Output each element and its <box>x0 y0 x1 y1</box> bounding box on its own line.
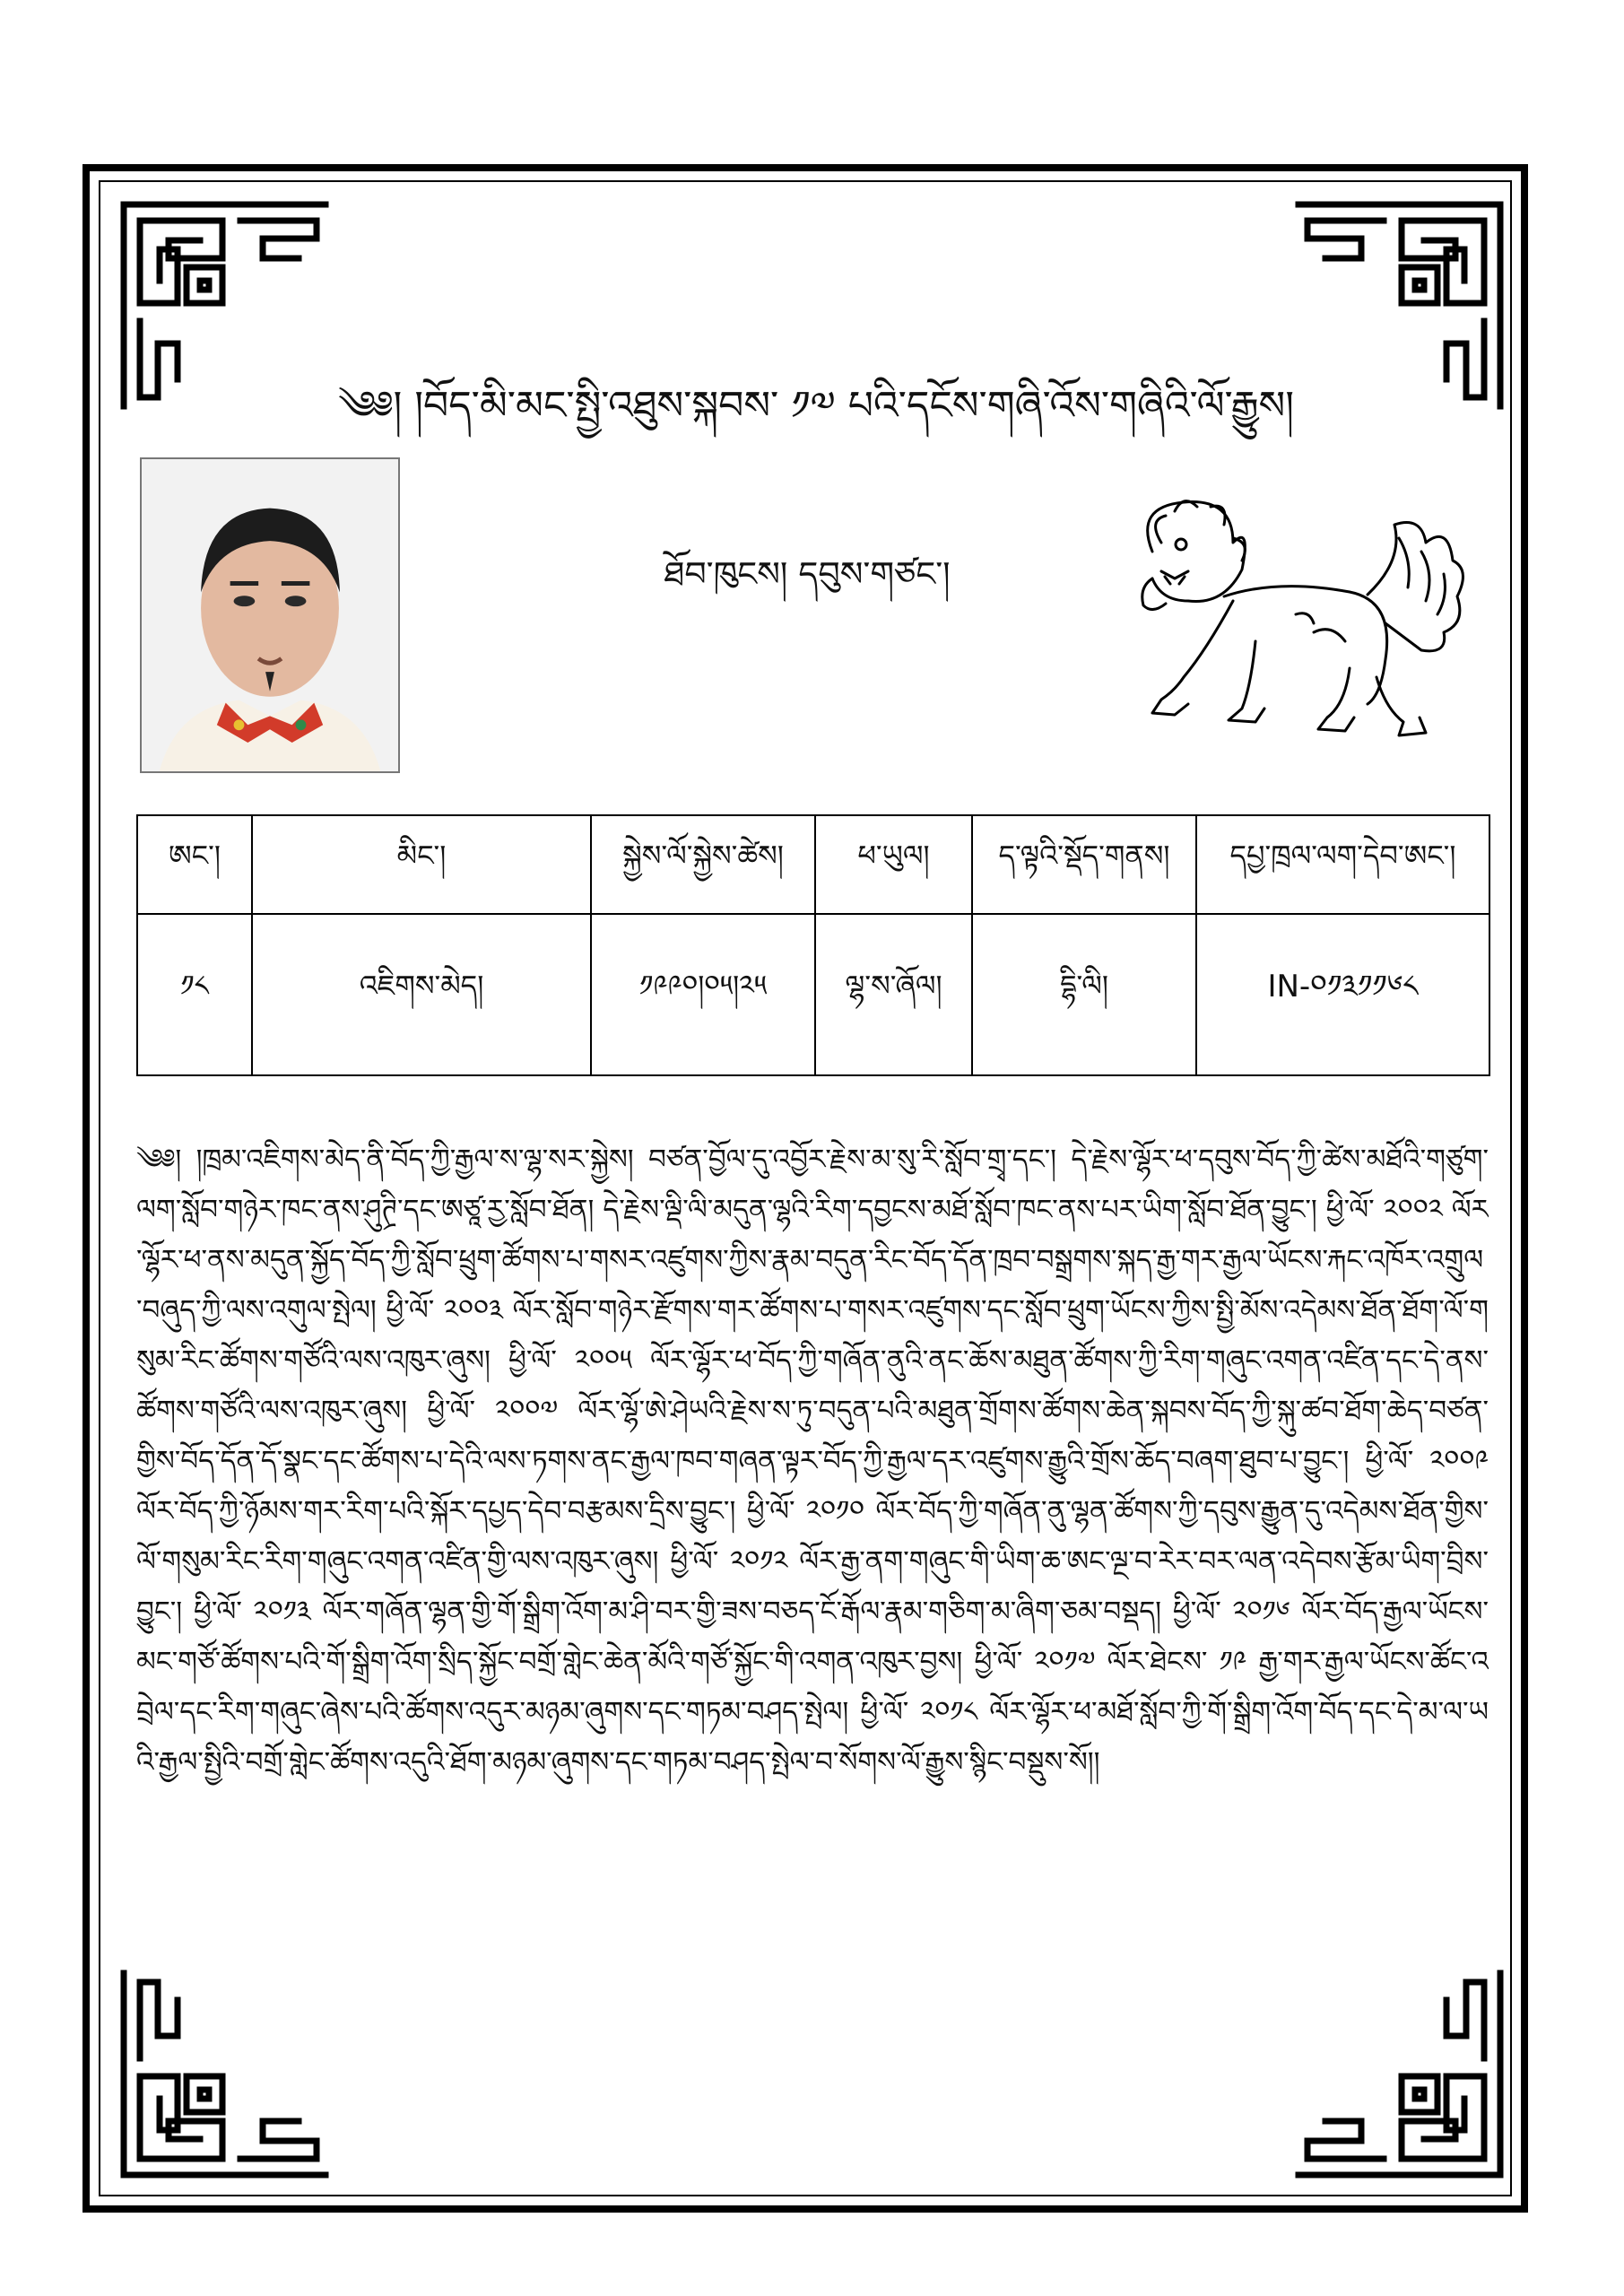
page-title: ༄༅། །བོད་མི་མང་སྤྱི་འཐུས་སྐབས་ ༡༧ པའི་དངོས་གཞི་འོས་གཞིའི་ལོ་རྒྱུས། <box>337 383 1295 429</box>
candidate-photo <box>140 457 400 773</box>
constituency-label: ཐོབ་ཁུངས། དབུས་གཙང་། <box>664 554 951 594</box>
corner-ornament-top-right <box>1290 196 1509 415</box>
cell-green-book-number: IN-༠༡༣༡༡༦༨ <box>1196 914 1489 1075</box>
cell-hometown: ལྷ་ས་ཞོལ། <box>815 914 972 1075</box>
table-header-row <box>137 815 1489 914</box>
cell-current-residence: དྷི་ལི། <box>972 914 1196 1075</box>
cell-name: འཇིགས་མེད། <box>252 914 591 1075</box>
cell-number: ༡༨ <box>137 914 252 1075</box>
header-green-book-number: དཔྱ་ཁྲལ་ལག་དེབ་ཨང་། <box>1196 815 1489 914</box>
fret-ornament-icon <box>115 1964 334 2184</box>
candidate-info-table <box>136 814 1490 1076</box>
header-birth-date: སྐྱེས་ལོ་སྐྱེས་ཚེས། <box>591 815 815 914</box>
fret-ornament-icon <box>115 196 334 415</box>
snow-lion-icon <box>1099 489 1475 749</box>
header-name: མིང་། <box>252 815 591 914</box>
snow-lion-emblem <box>1099 489 1475 749</box>
corner-ornament-top-left <box>115 196 334 415</box>
cell-birth-date: ༡༩༩༠།༠༥།༢༥ <box>591 914 815 1075</box>
portrait-image <box>142 459 398 771</box>
header-hometown: ཕ་ཡུལ། <box>815 815 972 914</box>
fret-ornament-icon <box>1290 1964 1509 2184</box>
header-current-residence: ད་ལྟའི་སྡོད་གནས། <box>972 815 1196 914</box>
header-number: ཨང་། <box>137 815 252 914</box>
biography-text: ༄༅། །ཁྲམ་འཇིགས་མེད་ནི་བོད་ཀྱི་རྒྱལ་ས་ལྷ་སར་སྐྱེས། བཙན་བྱོལ་དུ་འབྱོར་རྗེས་མ་སུ་རི་སློབ་གྲྭ་དང་། དེ་རྗེས་ལྷོར་ཕ་དབུས་བོད་ཀྱི་ཚེས་མཐོའི་གཙུག་ལག་སློབ་གཉེར་ཁང་ནས་ཤུཊྲི་དང་ཨཙཱ་རྱ་སློབ་ཐོན། དེ་རྗེས་ལྡི་ལི་མདུན་ལྷའི་རིག་དབྱངས་མཐོ་སློབ་ཁང་ནས་པར་ཡིག་སློབ་ཐོན་བྱུང་། ཕྱི་ལོ་ ༢༠༠༢ ལོར་ལྷོར་ཕ་ནས་མདུན་སྐྱོད་བོད་ཀྱི་སློབ་ཕྲུག་ཚོགས་པ་གསར་འཛུགས་ཀྱིས་རྣམ་བདུན་རིང་བོད་དོན་ཁྲབ་བསྒྲགས་སྐད་རྒྱ་གར་རྒྱལ་ཡོངས་རྐང་འཁོར་འགྲུལ་བཞུད་ཀྱི་ལས་འགུལ་སྤེལ། ཕྱི་ལོ་ ༢༠༠༣ ལོར་སློབ་གཉེར་རྫོགས་གར་ཚོགས་པ་གསར་འཛུགས་དང་སློབ་ཕྲུག་ཡོངས་ཀྱིས་སྤྱི་མོས་འདེམས་ཐོན་ཐོག་ལོ་གསུམ་རིང་ཚོགས་གཙོའི་ལས་འཁུར་ཞུས། ཕྱི་ལོ་ ༢༠༠༥ ལོར་ལྷོར་ཕ་བོད་ཀྱི་གཞོན་ནུའི་ནང་ཆོས་མཐུན་ཚོགས་ཀྱི་རིག་གཞུང་འགན་འཛིན་དང་དེ་ནས་ཚོགས་གཙོའི་ལས་འཁུར་ཞུས། ཕྱི་ལོ་ ༢༠༠༧ ལོར་ལྷོ་ཨེ་ཤེཡའི་རྗེས་ས་ཏུ་བདུན་པའི་མཐུན་གྲོགས་ཚོགས་ཆེན་སྐབས་བོད་ཀྱི་སྐུ་ཚབ་ཐོག་ཆེད་བཙན་གྱིས་བོད་དོན་དོ་སྣང་དང་ཚོགས་པ་དེའི་ལས་ཏགས་ནང་རྒྱལ་ཁབ་གཞན་ལྟར་བོད་ཀྱི་རྒྱལ་དར་འཛུགས་རྒྱུའི་གྲོས་ཆོད་བཞག་ཐུབ་པ་བྱུང་། ཕྱི་ལོ་ ༢༠༠༩ ལོར་བོད་ཀྱི་ཉོམས་གར་རིག་པའི་སྐོར་དཔྱད་དེབ་བརྩམས་དྲིས་བྱུང་། ཕྱི་ལོ་ ༢༠༡༠ ལོར་བོད་ཀྱི་གཞོན་ནུ་ལྷན་ཚོགས་ཀྱི་དབུས་རྒྱུན་དུ་འདེམས་ཐོན་གྱིས་ལོ་གསུམ་རིང་རིག་གཞུང་འགན་འཛིན་གྱི་ལས་འཁུར་ཞུས། ཕྱི་ལོ་ ༢༠༡༢ ལོར་རྒྱ་ནག་གཞུང་གི་ཡིག་ཆ་ཨང་ལྔ་བ་རེར་བར་ལན་འདེབས་རྩོམ་ཡིག་བྲིས་བྱུང་། ཕྱི་ལོ་ ༢༠༡༣ ལོར་གཞོན་ལྷན་གྱི་གོ་སྒྲིག་འོག་མ་ཤི་བར་གྱི་ཟས་བཅད་ངོ་རྒོལ་རྣམ་གཅིག་མ་ཞིག་ཅམ་བསྡད། ཕྱི་ལོ་ ༢༠༡༦ ལོར་བོད་རྒྱལ་ཡོངས་མང་གཙོ་ཚོགས་པའི་གོ་སྒྲིག་འོག་སྲིད་སྐྱོང་བགྲོ་གླེང་ཆེན་མོའི་གཙོ་སྐྱོང་གི་འགན་འཁུར་བྱས། ཕྱི་ལོ་ ༢༠༡༧ ལོར་ཐེངས་ ༡༩ རྒྱ་གར་རྒྱལ་ཡོངས་ཚོང་འབྲེལ་དང་རིག་གཞུང་ཞེས་པའི་ཚོགས་འདུར་མཉམ་ཞུགས་དང་གཏམ་བཤད་སྤེལ། ཕྱི་ལོ་ ༢༠༡༨ ལོར་ལྷོར་ཕ་མཐོ་སློབ་ཀྱི་གོ་སྒྲིག་འོག་བོད་དང་དེ་མ་ལ་ཡའི་རྒྱལ་སྤྱིའི་བགྲོ་གླེང་ཚོགས་འདུའི་ཐོག་མཉམ་ཞུགས་དང་གཏམ་བཤད་སྤེལ་བ་སོགས་ལོ་རྒྱུས་སྙིང་བསྡུས་སོ།། <box>136 1144 1489 1779</box>
corner-ornament-bottom-left <box>115 1964 334 2184</box>
table-row <box>137 914 1489 1075</box>
corner-ornament-bottom-right <box>1290 1964 1509 2184</box>
fret-ornament-icon <box>1290 196 1509 415</box>
